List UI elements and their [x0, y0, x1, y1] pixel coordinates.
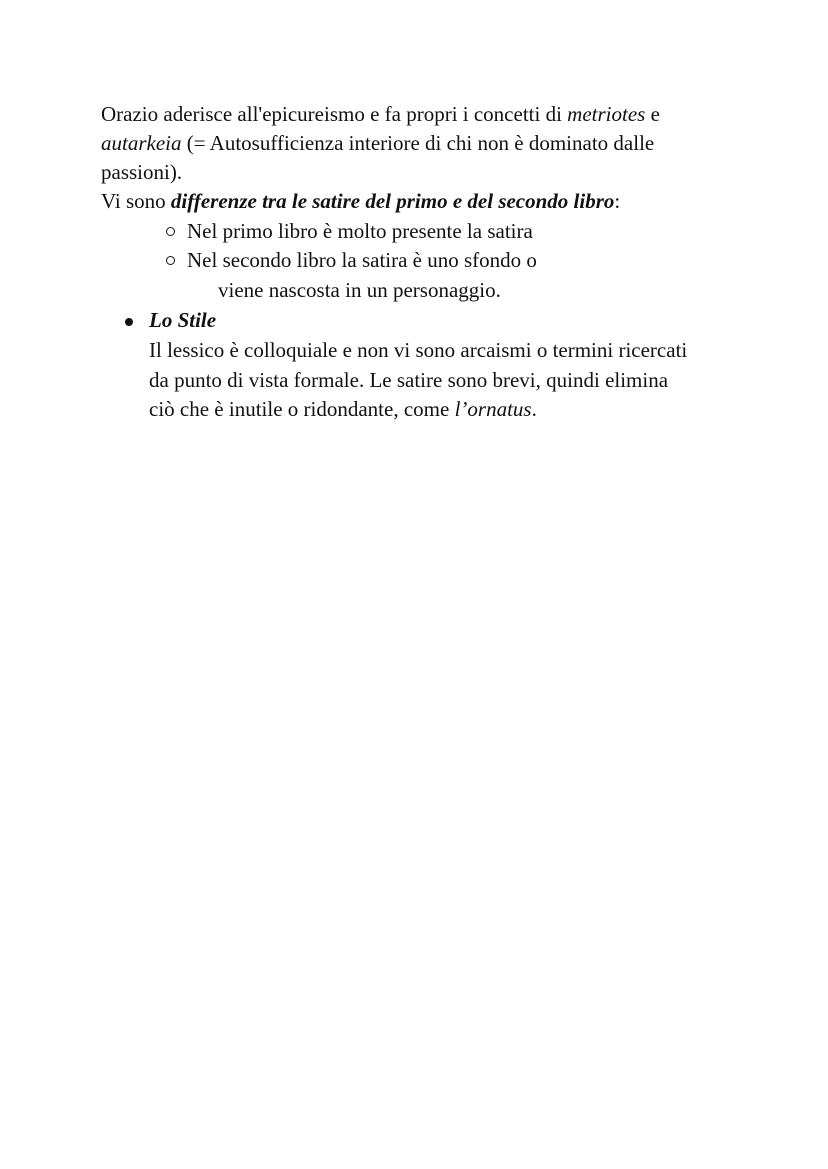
- sublist-item-2: [166, 246, 537, 275]
- text-span: :: [614, 189, 621, 213]
- term-ornatus: l’ornatus: [454, 397, 532, 421]
- sublist-item-1: [166, 217, 533, 246]
- bullet-heading: Lo Stile: [149, 308, 217, 332]
- paragraph-line-3: passioni).: [101, 160, 183, 184]
- text-span: Vi sono: [101, 189, 171, 213]
- text-span: e: [645, 102, 660, 126]
- text-span: (= Autosufficienza interiore di chi non è dominato dalle: [181, 131, 655, 155]
- term-autarkeia: autarkeia: [101, 131, 182, 155]
- bullet-text-line-1: Il lessico è colloquiale e non vi sono arcaismi o termini ricercati: [149, 338, 688, 362]
- text-span: Orazio aderisce all'epicureismo e fa propri i concetti di: [101, 102, 568, 126]
- filled-bullet-icon: [125, 318, 133, 326]
- sublist-item-2-continuation: viene nascosta in un personaggio.: [218, 278, 501, 302]
- text-span: ciò che è inutile o ridondante, come: [149, 397, 455, 421]
- paragraph-line-4: [101, 187, 620, 216]
- paragraph-line-2: [101, 129, 654, 158]
- bullet-text-line-3: [149, 395, 537, 424]
- hollow-bullet-icon: [166, 256, 175, 265]
- text-span: .: [531, 397, 537, 421]
- term-metriotes: metriotes: [567, 102, 646, 126]
- paragraph-line-1: [101, 100, 660, 129]
- sublist-item-text: Nel primo libro è molto presente la satira: [187, 219, 533, 243]
- bullet-text-line-2: da punto di vista formale. Le satire sono brevi, quindi elimina: [149, 368, 669, 392]
- hollow-bullet-icon: [166, 227, 175, 236]
- emphasis-differences: differenze tra le satire del primo e del secondo libro: [170, 189, 615, 213]
- sublist-item-text: Nel secondo libro la satira è uno sfondo o: [187, 248, 537, 272]
